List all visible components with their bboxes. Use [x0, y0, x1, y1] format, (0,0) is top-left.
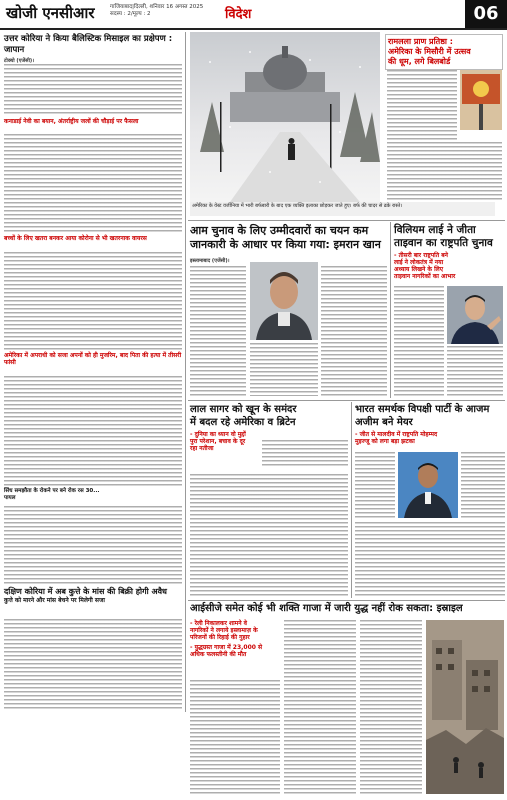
headline-maldives: भारत समर्थक विपक्षी पार्टी के आजम अजीम बने मेयर — [355, 404, 490, 428]
story-north-korea — [4, 34, 182, 64]
subhead-canada-navy: कनाडाई नेवी का बयान, अंतर्राष्ट्रीय जलों की चौड़ाई पर फैसला — [4, 118, 139, 125]
page-number: 06 — [465, 0, 507, 28]
snow-photo — [190, 32, 380, 202]
byline-north-korea: टोक्यो (एजेंसी)। — [4, 58, 35, 64]
section-title: विदेश — [225, 7, 252, 22]
story-icj — [190, 603, 505, 616]
subhead-icj-3: परिजनों की रिहाई की गुहार — [190, 634, 250, 641]
subhead-sindh-2: पायल — [4, 495, 16, 501]
photo-caption: अमेरिका के वेस्ट वर्जीनिया में भारी बर्फबारी के बाद एक व्यक्ति इलाका छोड़कर जाते हुए। बर्फ की चादर से ढके रास्ते। — [190, 202, 495, 216]
subhead-maldives-2: मुइज्जू को लगा बड़ा झटका — [355, 438, 415, 445]
subhead-block — [4, 488, 182, 502]
headline-taiwan-1: विलियम लाई ने जीता — [394, 224, 476, 236]
column-rule — [185, 32, 186, 712]
story-missouri — [385, 34, 503, 70]
text-block — [360, 620, 422, 794]
dateline-date: गाजियाबाद|दिल्ली, शनिवार 16 अगस्त 2025 — [110, 4, 204, 10]
text-block — [355, 522, 505, 596]
subhead-dog-meat-2: कुत्ते को मारने और मांस बेचने पर मिलेगी सजा — [4, 597, 105, 604]
headline-north-korea: उत्तर कोरिया ने किया बैलिस्टिक मिसाइल का प्रक्षेपण : जापान — [4, 34, 173, 55]
headline-red-sea-2: में बदल रहे अमेरिका व ब्रिटेन — [190, 416, 296, 428]
text-block — [190, 474, 348, 596]
text-block — [4, 619, 182, 711]
subhead-red-sea-1: - दुनिया का ध्यान वो मुद्दों — [190, 431, 246, 438]
story-imran — [190, 224, 388, 252]
text-block — [387, 142, 502, 200]
headline-imran-1: आम चुनाव के लिए उम्मीदवारों का चयन कम — [190, 224, 369, 237]
subhead-taiwan-2: लाई ने लोकतंत्र में नया — [394, 259, 444, 266]
subhead-block — [4, 352, 182, 366]
text-block — [4, 134, 182, 232]
subhead-block — [4, 118, 182, 125]
text-block — [4, 376, 182, 486]
text-block — [250, 343, 318, 396]
text-block — [321, 266, 387, 396]
column-rule — [351, 402, 352, 598]
text-block — [190, 680, 280, 794]
text-block — [4, 506, 182, 584]
subhead-us-crime: अमेरिका में अपराधी को सजा अपनों को ही मुजरिम, बाद पिता की हत्या में तीसरी फांसी — [4, 352, 182, 366]
newspaper-logo: खोजी एनसीआर — [6, 4, 95, 22]
subhead-icj-4: - युद्धग्रस्त गाजा में 23,000 से — [190, 644, 263, 651]
text-block — [262, 440, 348, 468]
subhead-red-sea-3: रहा नतीजा — [190, 445, 214, 452]
text-block — [394, 286, 444, 396]
headline-missouri-2: अमेरिका के मिसौरी में उत्सव — [388, 47, 471, 56]
text-block — [4, 252, 182, 350]
text-block — [355, 452, 395, 520]
subhead-icj-1: - रेली निकालकर शामने वे — [190, 620, 247, 627]
byline-imran: इस्लामाबाद (एजेंसी)। — [190, 258, 230, 264]
headline-missouri-3: की धूम, लगे बिलबोर्ड — [388, 57, 451, 66]
headline-icj: आईसीजे समेत कोई भी शक्ति गाजा में जारी युद्ध नहीं रोक सकता: इस्राइल — [190, 603, 463, 614]
headline-red-sea-1: लाल सागर को खून के समंदर — [190, 404, 297, 415]
subhead-icj-5: अधिक फलस्तीनी की मौत — [190, 651, 247, 658]
text-block — [284, 620, 356, 794]
text-block — [190, 266, 246, 396]
subhead-sindh: सिंध समझौता के रोकने पर बने रोक रस 30... — [4, 488, 100, 494]
maldives-mayor-photo — [398, 452, 458, 518]
column-rule — [390, 222, 391, 398]
subhead-red-sea-2: पुरा परेशान, बचाव के दूर — [190, 438, 246, 445]
subhead-virus: बच्चों के लिए खतरा बनकर आया कोरोना से भी खतरनाक वायरस — [4, 235, 147, 242]
subhead-taiwan-4: ताइवान नागरिकों का आभार — [394, 273, 456, 280]
subhead-dog-meat: दक्षिण कोरिया में अब कुत्ते के मांस की बिक्री होगी अवैध — [4, 587, 167, 596]
text-block — [4, 64, 182, 116]
dateline-price: सदस्य : 2/मूल्य : 2 — [110, 11, 151, 17]
story-taiwan — [394, 224, 505, 280]
text-block — [461, 452, 505, 520]
subhead-block — [4, 235, 182, 242]
story-icj-subheads — [190, 620, 280, 658]
william-lai-photo — [447, 286, 503, 344]
headline-taiwan-2: ताइवान का राष्ट्रपति चुनाव — [394, 237, 493, 249]
gaza-rubble-photo — [426, 620, 504, 794]
subhead-block — [4, 587, 182, 604]
subhead-taiwan-1: - तीसरी बार राष्ट्रपति बने — [394, 252, 448, 259]
subhead-icj-2: नागरिकों ने लगाये इस्लामाज़ के — [190, 627, 258, 634]
text-block — [387, 70, 457, 140]
masthead — [0, 0, 507, 30]
row-rule — [188, 400, 505, 401]
text-block — [447, 346, 503, 396]
subhead-taiwan-3: अध्याय लिखने के लिए — [394, 266, 444, 273]
headline-imran-2: जानकारी के आधार पर किया गया: इमरान खान — [190, 238, 381, 251]
row-rule — [188, 600, 505, 601]
billboard-photo — [460, 70, 502, 130]
story-maldives — [355, 404, 505, 445]
subhead-maldives-1: - जीत से मालदीव में राष्ट्रपति मोहम्मद — [355, 431, 438, 438]
imran-photo — [250, 262, 318, 340]
headline-missouri-1: रामलला प्राण प्रतिष्ठा : — [388, 37, 453, 46]
dateline — [110, 4, 203, 18]
row-rule — [188, 220, 505, 221]
